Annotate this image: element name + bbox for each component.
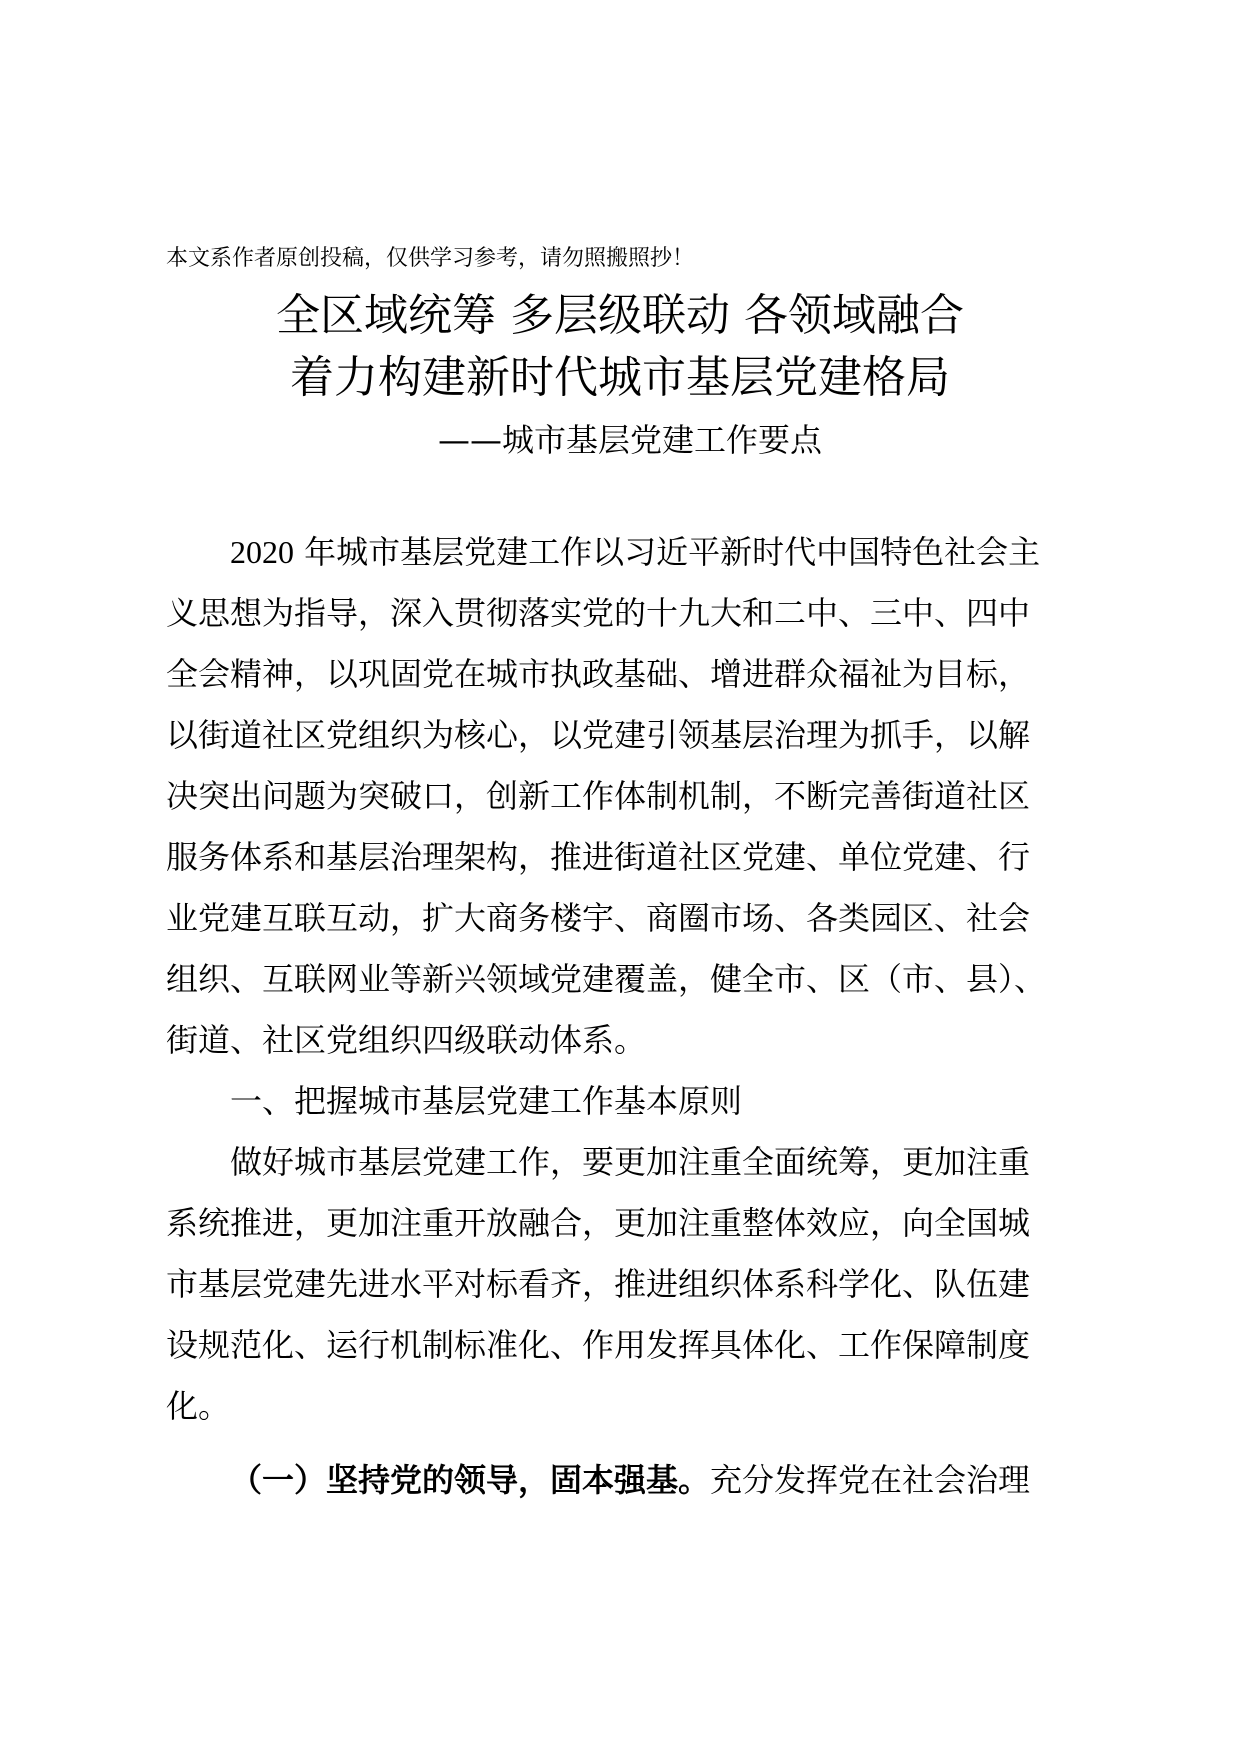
intro-line: 义思想为指导，深入贯彻落实党的十九大和二中、三中、四中 <box>166 594 1031 632</box>
subsection-text: 充分发挥党在社会治理 <box>710 1461 1031 1499</box>
intro-line: 街道、社区党组织四级联动体系。 <box>166 1021 647 1059</box>
section-paragraph-line: 做好城市基层党建工作，要更加注重全面统筹，更加注重 <box>230 1143 1031 1181</box>
section-paragraph-line: 设规范化、运行机制标准化、作用发挥具体化、工作保障制度 <box>166 1326 1031 1364</box>
copyright-notice: 本文系作者原创投稿，仅供学习参考，请勿照搬照抄！ <box>166 246 695 271</box>
subsection-line <box>230 1458 1030 1502</box>
intro-year: 2020 <box>230 534 294 570</box>
title-line-2: 着力构建新时代城市基层党建格局 <box>290 352 950 403</box>
intro-line: 业党建互联互动，扩大商务楼宇、商圈市场、各类园区、社会 <box>166 899 1031 937</box>
section-paragraph-line: 化。 <box>166 1387 231 1425</box>
subtitle: ——城市基层党建工作要点 <box>437 421 822 459</box>
intro-line: 组织、互联网业等新兴领域党建覆盖，健全市、区（市、县）、 <box>166 960 1047 998</box>
intro-line: 服务体系和基层治理架构，推进街道社区党建、单位党建、行 <box>166 838 1031 876</box>
title-line-1: 全区域统筹 多层级联动 各领域融合 <box>276 290 964 341</box>
section-paragraph-line: 市基层党建先进水平对标看齐，推进组织体系科学化、队伍建 <box>166 1265 1031 1303</box>
subsection-heading: （一）坚持党的领导，固本强基。 <box>230 1461 711 1499</box>
intro-line: 2020 年城市基层党建工作以习近平新时代中国特色社会主 <box>230 533 1041 571</box>
section-heading: 一、把握城市基层党建工作基本原则 <box>230 1082 743 1120</box>
section-paragraph-line: 系统推进，更加注重开放融合，更加注重整体效应，向全国城 <box>166 1204 1031 1242</box>
intro-line: 决突出问题为突破口，创新工作体制机制，不断完善街道社区 <box>166 777 1031 815</box>
intro-line: 全会精神，以巩固党在城市执政基础、增进群众福祉为目标， <box>166 655 1031 693</box>
intro-line: 以街道社区党组织为核心，以党建引领基层治理为抓手，以解 <box>166 716 1031 754</box>
